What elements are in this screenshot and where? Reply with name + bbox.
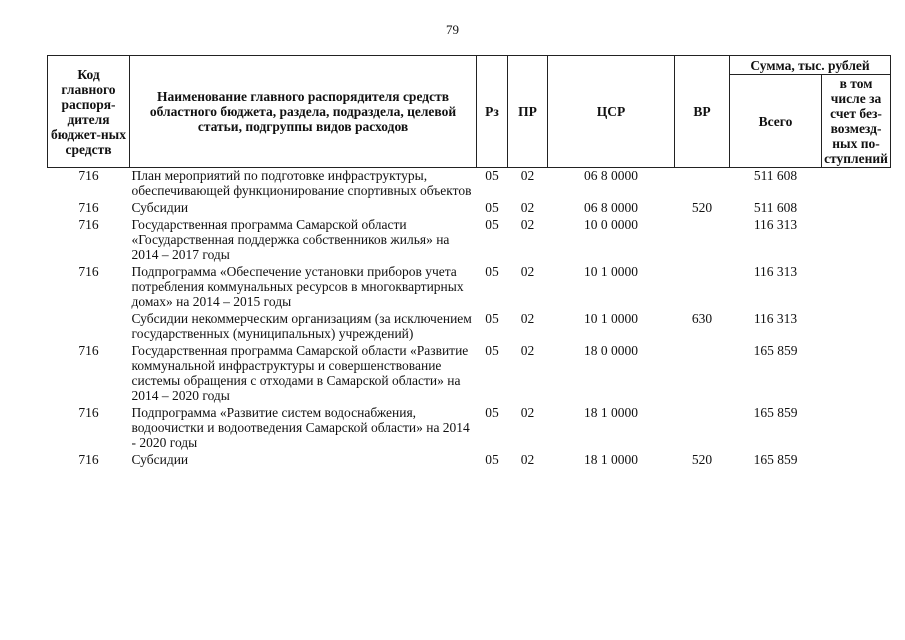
cell-code: 716 xyxy=(78,452,99,467)
cell-code xyxy=(48,311,130,343)
cell-csr: 18 1 0000 xyxy=(584,452,638,467)
cell-csr: 18 0 0000 xyxy=(584,343,638,358)
cell-free xyxy=(822,168,891,201)
cell-free xyxy=(822,264,891,311)
budget-table xyxy=(47,55,891,469)
cell-pr: 02 xyxy=(520,343,535,358)
cell-name: Государственная программа Самарской области «Развитие коммунальной инфраструктуры и совершенствование системы обращения с отходами в Самарской области» на 2014 – 2020 годы xyxy=(131,343,469,403)
header-name: Наименование главного распорядителя средств областного бюджета, раздела, подраздела, целевой статьи, подгруппы видов расходов xyxy=(130,56,477,168)
table-row xyxy=(48,343,891,405)
cell-total: 116 313 xyxy=(753,217,798,232)
cell-pr: 02 xyxy=(520,200,535,215)
header-rz: Рз xyxy=(477,56,508,168)
cell-pr: 02 xyxy=(520,168,535,183)
header-sum: Сумма, тыс. рублей xyxy=(730,56,891,75)
table-row xyxy=(48,405,891,452)
cell-rz: 05 xyxy=(485,217,499,232)
header-pr: ПР xyxy=(508,56,548,168)
cell-total: 165 859 xyxy=(753,405,798,420)
cell-rz: 05 xyxy=(485,200,499,215)
cell-csr: 06 8 0000 xyxy=(584,200,638,215)
cell-vr xyxy=(675,168,730,201)
cell-csr: 10 0 0000 xyxy=(584,217,638,232)
header-code: Код главного распоря-дителя бюджет-ных средств xyxy=(48,56,130,168)
table-row xyxy=(48,264,891,311)
cell-code: 716 xyxy=(78,264,99,279)
cell-code: 716 xyxy=(78,343,99,358)
cell-name: Подпрограмма «Обеспечение установки приборов учета потребления коммунальных ресурсов в многоквартирных домах» на 2014 – 2015 годы xyxy=(131,264,464,309)
cell-vr: 520 xyxy=(691,452,713,467)
cell-csr: 10 1 0000 xyxy=(584,311,638,326)
cell-total: 165 859 xyxy=(753,452,798,467)
cell-total: 165 859 xyxy=(753,343,798,358)
cell-rz: 05 xyxy=(485,405,499,420)
page-number: 79 xyxy=(446,22,459,37)
table-row xyxy=(48,200,891,217)
table-header xyxy=(48,56,891,168)
cell-total: 116 313 xyxy=(753,311,798,326)
cell-free xyxy=(822,200,891,217)
cell-rz: 05 xyxy=(485,311,499,326)
cell-vr xyxy=(675,343,730,405)
cell-pr: 02 xyxy=(520,452,535,467)
cell-code: 716 xyxy=(78,168,99,183)
cell-free xyxy=(822,311,891,343)
cell-name: Субсидии некоммерческим организациям (за исключением государственных (муниципальных) учреждений) xyxy=(131,311,472,341)
header-vr: ВР xyxy=(675,56,730,168)
cell-name: Подпрограмма «Развитие систем водоснабжения, водоочистки и водоотведения Самарской области» на 2014 - 2020 годы xyxy=(131,405,470,450)
cell-csr: 06 8 0000 xyxy=(584,168,638,183)
cell-free xyxy=(822,343,891,405)
cell-rz: 05 xyxy=(485,168,499,183)
cell-total: 511 608 xyxy=(753,168,798,183)
cell-csr: 18 1 0000 xyxy=(584,405,638,420)
cell-vr xyxy=(675,264,730,311)
cell-name: Государственная программа Самарской области «Государственная поддержка собственников жилья» на 2014 – 2017 годы xyxy=(131,217,450,262)
cell-name: Субсидии xyxy=(131,200,189,215)
cell-rz: 05 xyxy=(485,343,499,358)
cell-free xyxy=(822,217,891,264)
cell-pr: 02 xyxy=(520,311,535,326)
table-row xyxy=(48,168,891,201)
header-total: Всего xyxy=(730,75,822,168)
cell-code: 716 xyxy=(78,217,99,232)
cell-rz: 05 xyxy=(485,264,499,279)
cell-pr: 02 xyxy=(520,264,535,279)
cell-free xyxy=(822,405,891,452)
cell-total: 116 313 xyxy=(753,264,798,279)
cell-name: План мероприятий по подготовке инфраструктуры, обеспечивающей функционирование спортивных объектов xyxy=(131,168,472,198)
cell-vr: 630 xyxy=(691,311,713,326)
cell-rz: 05 xyxy=(485,452,499,467)
table-row xyxy=(48,217,891,264)
cell-code: 716 xyxy=(78,200,99,215)
cell-vr xyxy=(675,405,730,452)
cell-pr: 02 xyxy=(520,405,535,420)
table-row xyxy=(48,311,891,343)
cell-csr: 10 1 0000 xyxy=(584,264,638,279)
table-row xyxy=(48,452,891,469)
cell-free xyxy=(822,452,891,469)
cell-total: 511 608 xyxy=(753,200,798,215)
cell-pr: 02 xyxy=(520,217,535,232)
header-free: в том числе за счет без-возмезд-ных по-ступлений xyxy=(822,75,891,168)
cell-vr xyxy=(675,217,730,264)
cell-vr: 520 xyxy=(691,200,713,215)
cell-name: Субсидии xyxy=(131,452,189,467)
table-body xyxy=(48,168,891,470)
cell-code: 716 xyxy=(78,405,99,420)
header-csr: ЦСР xyxy=(548,56,675,168)
